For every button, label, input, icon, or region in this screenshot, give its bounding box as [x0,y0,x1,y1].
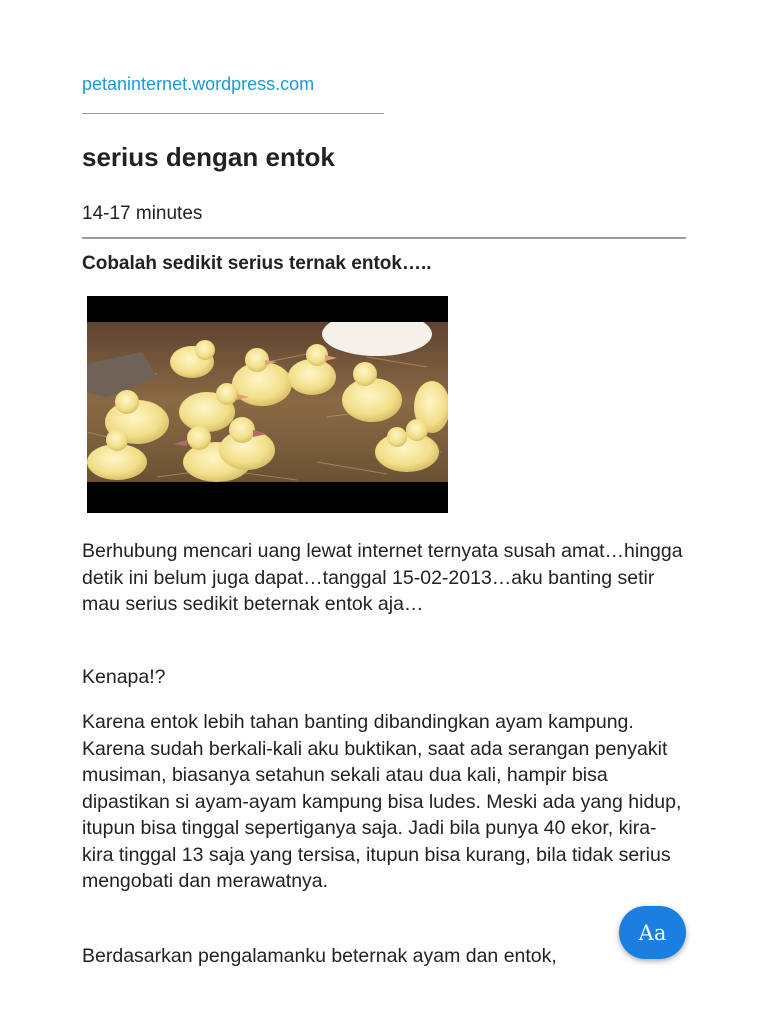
paragraph-4: Berdasarkan pengalamanku beternak ayam dan entok, [82,945,557,967]
article-title: serius dengan entok [82,142,335,172]
ducklings-photo [87,296,448,513]
paragraph-1: Berhubung mencari uang lewat internet ternyata susah amat…hingga detik ini belum juga dapat…tanggal 15-02-2013…aku banting setir mau serius sedikit beternak entok aja… [82,540,683,615]
reading-time: 14-17 minutes [82,203,203,224]
paragraph-2: Kenapa!? [82,666,166,688]
source-link[interactable]: petaninternet.wordpress.com [82,74,315,94]
header-divider [82,237,686,239]
font-settings-button[interactable]: Aa [619,906,686,959]
source-divider [82,113,384,114]
paragraph-3: Karena entok lebih tahan banting dibandingkan ayam kampung. Karena sudah berkali-kali aku buktikan, saat ada serangan penyakit musiman, biasanya setahun sekali atau dua kali, hampir bisa dipastikan si ayam-ayam kampung bisa ludes. Meski ada yang hidup, itupun bisa tinggal sepertiganya saja. Jadi bila punya 40 ekor, kira-kira tinggal 13 saja yang tersisa, itupun bisa kurang, bila tidak serius mengobati dan merawatnya. [82,711,682,892]
article-lead: Cobalah sedikit serius ternak entok….. [82,253,432,274]
